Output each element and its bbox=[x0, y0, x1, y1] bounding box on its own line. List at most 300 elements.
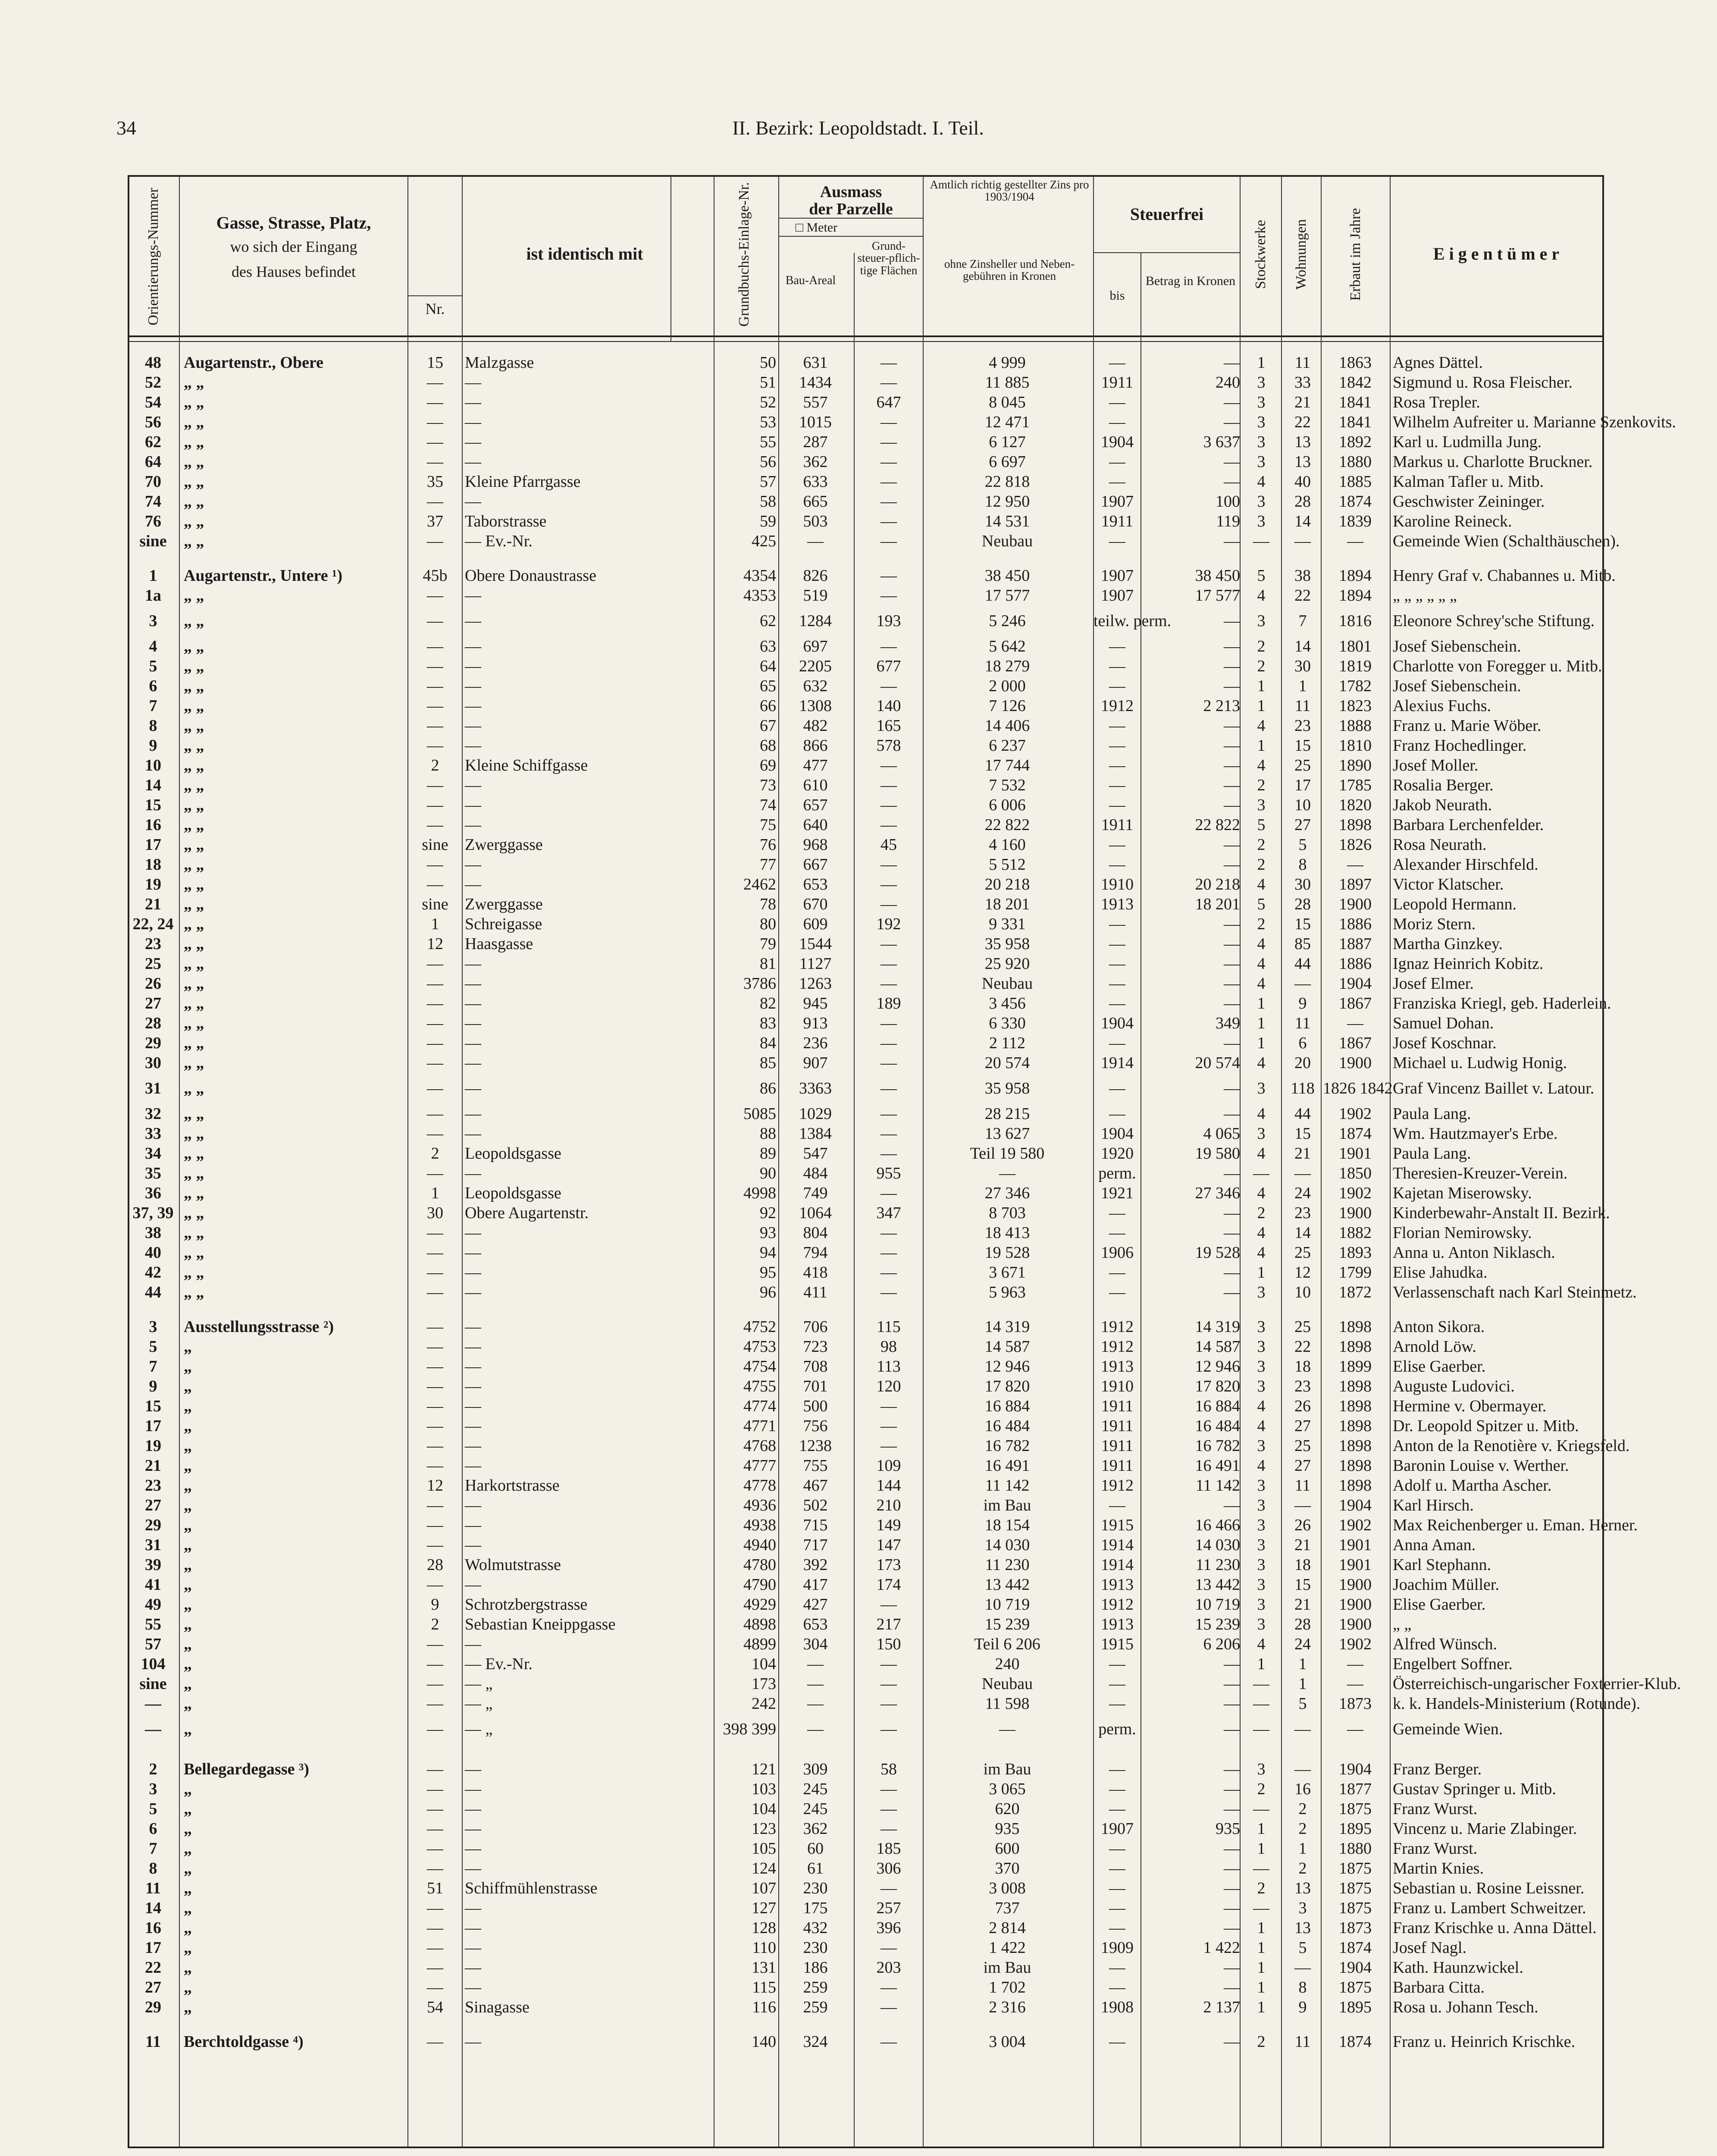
table-row bbox=[128, 1436, 1630, 1456]
grundbuch-nr: 173 bbox=[752, 1675, 776, 1693]
grundbuch-nr: 4755 bbox=[743, 1377, 776, 1395]
wohnungen: 23 bbox=[1294, 717, 1311, 735]
steuerpflichtige-flaeche: — bbox=[880, 1998, 897, 2016]
bauareal: 309 bbox=[803, 1760, 828, 1778]
steuerfrei-betrag: — bbox=[1224, 1760, 1240, 1778]
stockwerke: 5 bbox=[1257, 816, 1266, 834]
steuerpflichtige-flaeche: — bbox=[880, 975, 897, 993]
ident-nr: sine bbox=[422, 895, 448, 913]
steuerfrei-bis: 1907 bbox=[1101, 492, 1134, 511]
header-nr: Nr. bbox=[425, 300, 445, 317]
ident-street: — bbox=[465, 1800, 481, 1818]
bauareal: 653 bbox=[803, 1615, 828, 1633]
orientierung-nr: 33 bbox=[145, 1125, 161, 1143]
table-row bbox=[128, 1456, 1604, 1476]
ident-nr: — bbox=[427, 1859, 443, 1877]
table-row bbox=[128, 1376, 1604, 1396]
erbaut-jahr: 1904 bbox=[1339, 1496, 1372, 1514]
bauareal: 245 bbox=[803, 1800, 828, 1818]
eigentuemer: Vincenz u. Marie Zlabinger. bbox=[1393, 1820, 1577, 1838]
wohnungen: 40 bbox=[1294, 473, 1311, 491]
street-name: „ „ bbox=[184, 393, 204, 411]
bauareal: 826 bbox=[803, 567, 828, 585]
erbaut-jahr: 1850 bbox=[1339, 1164, 1372, 1182]
zins-kronen: 11 142 bbox=[985, 1476, 1030, 1495]
erbaut-jahr: 1841 bbox=[1339, 413, 1372, 431]
orientierung-nr: 14 bbox=[145, 776, 161, 794]
steuerpflichtige-flaeche: — bbox=[880, 1978, 897, 1996]
ident-nr: — bbox=[427, 1014, 443, 1032]
erbaut-jahr: 1895 bbox=[1339, 1820, 1372, 1838]
ident-street: — bbox=[465, 1780, 481, 1798]
zins-kronen: 14 531 bbox=[984, 512, 1030, 530]
grundbuch-nr: 4790 bbox=[743, 1576, 776, 1594]
ident-nr: — bbox=[427, 453, 443, 471]
eigentuemer: Alexius Fuchs. bbox=[1393, 697, 1491, 715]
table-row bbox=[128, 1694, 1641, 1714]
steuerpflichtige-flaeche: — bbox=[880, 373, 897, 392]
grundbuch-nr: 242 bbox=[752, 1695, 776, 1713]
eigentuemer: Josef Siebenschein. bbox=[1393, 637, 1521, 655]
stockwerke: — bbox=[1253, 1675, 1269, 1693]
wohnungen: 26 bbox=[1294, 1397, 1311, 1415]
zins-kronen: im Bau bbox=[983, 1496, 1031, 1514]
wohnungen: — bbox=[1294, 1760, 1311, 1778]
stockwerke: 4 bbox=[1257, 1184, 1266, 1202]
steuerfrei-betrag: 15 239 bbox=[1195, 1615, 1240, 1633]
ident-street: — bbox=[465, 975, 481, 993]
steuerfrei-bis: — bbox=[1109, 413, 1125, 431]
steuerpflichtige-flaeche: — bbox=[880, 1437, 897, 1455]
steuerfrei-bis: perm. bbox=[1098, 1164, 1136, 1182]
street-name: „ „ bbox=[184, 453, 204, 471]
stockwerke: 4 bbox=[1257, 1635, 1266, 1653]
steuerpflichtige-flaeche: — bbox=[880, 532, 897, 550]
bauareal: 913 bbox=[803, 1014, 828, 1032]
steuerfrei-betrag: — bbox=[1224, 677, 1240, 695]
wohnungen: 3 bbox=[1298, 1899, 1307, 1917]
steuerfrei-bis: 1907 bbox=[1101, 567, 1134, 585]
steuerfrei-bis: 1910 bbox=[1101, 1377, 1134, 1395]
orientierung-nr: 41 bbox=[145, 1576, 161, 1594]
orientierung-nr: 5 bbox=[149, 1800, 157, 1818]
ident-street: Kleine Pfarrgasse bbox=[465, 473, 581, 491]
erbaut-jahr: 1885 bbox=[1339, 473, 1372, 491]
ident-nr: 1 bbox=[431, 915, 439, 933]
erbaut-jahr: 1901 bbox=[1339, 1144, 1372, 1163]
steuerpflichtige-flaeche: 203 bbox=[876, 1959, 901, 1977]
eigentuemer: Auguste Ludovici. bbox=[1393, 1377, 1515, 1395]
zins-kronen: 14 406 bbox=[984, 717, 1030, 735]
stockwerke: 3 bbox=[1257, 453, 1266, 471]
header-grundbuch: Grundbuchs-Einlage-Nr. bbox=[736, 182, 752, 327]
erbaut-jahr: 1892 bbox=[1339, 433, 1372, 451]
bauareal: 3363 bbox=[799, 1079, 832, 1097]
street-name: „ „ bbox=[184, 1079, 204, 1097]
page-number: 34 bbox=[116, 117, 136, 139]
ident-street: — bbox=[465, 875, 481, 893]
zins-kronen: 4 160 bbox=[989, 836, 1026, 854]
steuerpflichtige-flaeche: — bbox=[880, 1014, 897, 1032]
stockwerke: 3 bbox=[1257, 1595, 1266, 1614]
table-row bbox=[128, 2032, 1604, 2052]
eigentuemer: Franz Berger. bbox=[1393, 1760, 1482, 1778]
ident-street: — bbox=[465, 637, 481, 655]
street-name: „ „ bbox=[184, 836, 204, 854]
ident-street: — bbox=[465, 856, 481, 874]
grundbuch-nr: 116 bbox=[752, 1998, 776, 2016]
grundbuch-nr: 131 bbox=[752, 1959, 776, 1977]
zins-kronen: 737 bbox=[995, 1899, 1020, 1917]
eigentuemer: Franz Hochedlinger. bbox=[1393, 736, 1527, 755]
zins-kronen: 18 201 bbox=[984, 895, 1030, 913]
street-name: „ bbox=[184, 1457, 192, 1475]
orientierung-nr: 21 bbox=[145, 895, 161, 913]
wohnungen: 7 bbox=[1298, 612, 1307, 630]
steuerfrei-betrag: — bbox=[1224, 413, 1240, 431]
ident-street: — bbox=[465, 1417, 481, 1435]
steuerpflichtige-flaeche: — bbox=[880, 875, 897, 893]
wohnungen: 15 bbox=[1294, 736, 1311, 755]
zins-kronen: 7 532 bbox=[989, 776, 1026, 794]
stockwerke: 3 bbox=[1257, 1338, 1266, 1356]
steuerfrei-bis: — bbox=[1109, 736, 1125, 755]
erbaut-jahr: 1901 bbox=[1339, 1536, 1372, 1554]
bauareal: 477 bbox=[803, 756, 828, 774]
erbaut-jahr: 1898 bbox=[1339, 1397, 1372, 1415]
ident-street: — bbox=[465, 1760, 481, 1778]
wohnungen: 14 bbox=[1294, 637, 1311, 655]
steuerfrei-betrag: 13 442 bbox=[1195, 1576, 1240, 1594]
stockwerke: 4 bbox=[1257, 975, 1266, 993]
steuerfrei-betrag: — bbox=[1224, 1899, 1240, 1917]
street-name: „ „ bbox=[184, 756, 204, 774]
steuerfrei-bis: — bbox=[1109, 1978, 1125, 1996]
steuerfrei-betrag: — bbox=[1224, 736, 1240, 755]
bauareal: 1029 bbox=[799, 1105, 832, 1123]
ident-street: — Ev.-Nr. bbox=[465, 532, 533, 550]
wohnungen: 20 bbox=[1294, 1054, 1311, 1072]
bauareal: 557 bbox=[803, 393, 828, 411]
wohnungen: 5 bbox=[1298, 1695, 1307, 1713]
eigentuemer: Geschwister Zeininger. bbox=[1393, 492, 1545, 511]
street-name: „ bbox=[184, 1576, 192, 1594]
zins-kronen: 600 bbox=[995, 1839, 1020, 1858]
street-name: Augartenstr., Untere ¹) bbox=[184, 567, 343, 585]
grundbuch-nr: 425 bbox=[752, 532, 776, 550]
steuerfrei-betrag: 19 580 bbox=[1195, 1144, 1240, 1163]
eigentuemer: Karl Stephann. bbox=[1393, 1556, 1491, 1574]
steuerfrei-betrag: — bbox=[1224, 1978, 1240, 1996]
grundbuch-nr: 64 bbox=[760, 657, 776, 675]
ident-nr: — bbox=[427, 1105, 443, 1123]
erbaut-jahr: 1900 bbox=[1339, 1054, 1372, 1072]
eigentuemer: Kajetan Miserowsky. bbox=[1393, 1184, 1532, 1202]
eigentuemer: Karoline Reineck. bbox=[1393, 512, 1512, 530]
grundbuch-nr: 77 bbox=[760, 856, 776, 874]
stockwerke: 1 bbox=[1257, 1839, 1266, 1858]
ident-nr: — bbox=[427, 1576, 443, 1594]
ident-street: — bbox=[465, 373, 481, 392]
ident-street: — bbox=[465, 1899, 481, 1917]
street-name: „ „ bbox=[184, 1125, 204, 1143]
wohnungen: 44 bbox=[1294, 1105, 1311, 1123]
bauareal: 1544 bbox=[799, 935, 832, 953]
zins-kronen: 3 065 bbox=[989, 1780, 1026, 1798]
ident-nr: — bbox=[427, 717, 443, 735]
zins-kronen: 18 413 bbox=[984, 1224, 1030, 1242]
wohnungen: 24 bbox=[1294, 1184, 1311, 1202]
table-row bbox=[128, 1357, 1604, 1376]
bauareal: 670 bbox=[803, 895, 828, 913]
stockwerke: 3 bbox=[1257, 1079, 1266, 1097]
grundbuch-nr: 55 bbox=[760, 433, 776, 451]
erbaut-jahr: 1816 bbox=[1339, 612, 1372, 630]
stockwerke: 3 bbox=[1257, 373, 1266, 392]
steuerfrei-betrag: 4 065 bbox=[1203, 1125, 1240, 1143]
street-name: Augartenstr., Obere bbox=[184, 354, 324, 372]
steuerpflichtige-flaeche: — bbox=[880, 512, 897, 530]
ident-nr: — bbox=[427, 736, 443, 755]
stockwerke: 3 bbox=[1257, 1318, 1266, 1336]
orientierung-nr: 15 bbox=[145, 1397, 161, 1415]
header-parzelle: der Parzelle bbox=[809, 200, 893, 218]
wohnungen: 13 bbox=[1294, 1919, 1311, 1937]
steuerfrei-bis: 1915 bbox=[1101, 1516, 1134, 1534]
table-row bbox=[128, 835, 1604, 855]
table-row bbox=[128, 511, 1604, 531]
stockwerke: 1 bbox=[1257, 1978, 1266, 1996]
eigentuemer: Alfred Wünsch. bbox=[1393, 1635, 1498, 1653]
ident-street: — bbox=[465, 796, 481, 814]
ident-street: — bbox=[465, 1034, 481, 1052]
ident-street: Sebastian Kneippgasse bbox=[465, 1615, 616, 1633]
steuerpflichtige-flaeche: 58 bbox=[880, 1760, 897, 1778]
steuerfrei-bis: — bbox=[1109, 796, 1125, 814]
steuerfrei-betrag: — bbox=[1224, 1720, 1240, 1738]
erbaut-jahr: 1898 bbox=[1339, 1318, 1372, 1336]
erbaut-jahr: 1898 bbox=[1339, 816, 1372, 834]
eigentuemer: Leopold Hermann. bbox=[1393, 895, 1517, 913]
steuerpflichtige-flaeche: 210 bbox=[876, 1496, 901, 1514]
zins-kronen: 27 346 bbox=[984, 1184, 1030, 1202]
orientierung-nr: 6 bbox=[149, 1820, 157, 1838]
table-row bbox=[128, 954, 1604, 974]
steuerfrei-bis: — bbox=[1109, 1780, 1125, 1798]
grundbuch-nr: 83 bbox=[760, 1014, 776, 1032]
zins-kronen: 12 471 bbox=[984, 413, 1030, 431]
zins-kronen: 370 bbox=[995, 1859, 1020, 1877]
steuerfrei-betrag: — bbox=[1224, 532, 1240, 550]
steuerpflichtige-flaeche: — bbox=[880, 1939, 897, 1957]
steuerfrei-bis: — bbox=[1109, 1496, 1125, 1514]
stockwerke: 1 bbox=[1257, 1959, 1266, 1977]
ident-nr: 2 bbox=[431, 1144, 439, 1163]
steuerpflichtige-flaeche: 578 bbox=[876, 736, 901, 755]
eigentuemer: Gustav Springer u. Mitb. bbox=[1393, 1780, 1556, 1798]
steuerfrei-betrag: 2 213 bbox=[1203, 697, 1240, 715]
erbaut-jahr: 1904 bbox=[1339, 1959, 1372, 1977]
steuerfrei-betrag: — bbox=[1224, 354, 1240, 372]
steuerpflichtige-flaeche: 647 bbox=[876, 393, 901, 411]
ident-nr: — bbox=[427, 816, 443, 834]
grundbuch-nr: 104 bbox=[752, 1800, 776, 1818]
bauareal: 665 bbox=[803, 492, 828, 511]
ident-nr: 2 bbox=[431, 1615, 439, 1633]
erbaut-jahr: 1841 bbox=[1339, 393, 1372, 411]
steuerfrei-betrag: 14 319 bbox=[1195, 1318, 1240, 1336]
table-row bbox=[128, 894, 1604, 914]
grundbuch-nr: 51 bbox=[760, 373, 776, 392]
ident-nr: — bbox=[427, 1675, 443, 1693]
stockwerke: 4 bbox=[1257, 1105, 1266, 1123]
eigentuemer: Kalman Tafler u. Mitb. bbox=[1393, 473, 1544, 491]
steuerfrei-betrag: — bbox=[1224, 1283, 1240, 1301]
erbaut-jahr: 1826 bbox=[1339, 836, 1372, 854]
steuerpflichtige-flaeche: — bbox=[880, 1125, 897, 1143]
steuerfrei-bis: — bbox=[1109, 1204, 1125, 1222]
grundbuch-nr: 82 bbox=[760, 994, 776, 1012]
eigentuemer: Anton de la Renotière v. Kriegsfeld. bbox=[1393, 1437, 1630, 1455]
erbaut-jahr: 1842 bbox=[1339, 373, 1372, 392]
eigentuemer: Dr. Leopold Spitzer u. Mitb. bbox=[1393, 1417, 1579, 1435]
steuerfrei-bis: 1912 bbox=[1101, 697, 1134, 715]
steuerpflichtige-flaeche: 396 bbox=[876, 1919, 901, 1937]
street-name: „ „ bbox=[184, 492, 204, 511]
ident-street: — Ev.-Nr. bbox=[465, 1655, 533, 1673]
bauareal: 259 bbox=[803, 1998, 828, 2016]
street-name: „ bbox=[184, 1879, 192, 1897]
steuerfrei-betrag: 11 142 bbox=[1195, 1476, 1240, 1495]
ident-street: — bbox=[465, 1054, 481, 1072]
street-name: „ bbox=[184, 1899, 192, 1917]
orientierung-nr: 64 bbox=[145, 453, 161, 471]
stockwerke: 3 bbox=[1257, 433, 1266, 451]
table-row bbox=[128, 815, 1604, 835]
stockwerke: 4 bbox=[1257, 1224, 1266, 1242]
steuerpflichtige-flaeche: — bbox=[880, 413, 897, 431]
table-row bbox=[128, 874, 1604, 894]
stockwerke: 2 bbox=[1257, 915, 1266, 933]
ident-street: — bbox=[465, 1244, 481, 1262]
eigentuemer: Verlassenschaft nach Karl Steinmetz. bbox=[1393, 1283, 1637, 1301]
zins-kronen: 17 577 bbox=[984, 586, 1030, 605]
steuerpflichtige-flaeche: 217 bbox=[876, 1615, 901, 1633]
zins-kronen: 11 598 bbox=[985, 1695, 1030, 1713]
bauareal: 362 bbox=[803, 1820, 828, 1838]
street-name: Ausstellungsstrasse ²) bbox=[184, 1318, 334, 1336]
table-row bbox=[128, 373, 1604, 392]
orientierung-nr: 26 bbox=[145, 975, 161, 993]
table-row bbox=[128, 1997, 1604, 2017]
erbaut-jahr: 1819 bbox=[1339, 657, 1372, 675]
street-name: „ „ bbox=[184, 657, 204, 675]
street-name: „ „ bbox=[184, 697, 204, 715]
stockwerke: 3 bbox=[1257, 1437, 1266, 1455]
grundbuch-nr: 96 bbox=[760, 1283, 776, 1301]
header-ausmass: Ausmass bbox=[820, 183, 882, 201]
erbaut-jahr: 1874 bbox=[1339, 492, 1372, 511]
wohnungen: 13 bbox=[1294, 1879, 1311, 1897]
bauareal: 418 bbox=[803, 1263, 828, 1282]
ident-street: — bbox=[465, 1496, 481, 1514]
erbaut-jahr: — bbox=[1347, 1720, 1363, 1738]
ident-street: — bbox=[465, 1576, 481, 1594]
ident-street: — bbox=[465, 612, 481, 630]
zins-kronen: 25 920 bbox=[984, 955, 1030, 973]
steuerpflichtige-flaeche: — bbox=[880, 1675, 897, 1693]
table-row bbox=[128, 605, 1604, 636]
grundbuch-nr: 110 bbox=[752, 1939, 776, 1957]
orientierung-nr: 21 bbox=[145, 1457, 161, 1475]
wohnungen: 21 bbox=[1294, 1144, 1311, 1163]
steuerfrei-bis: — bbox=[1109, 393, 1125, 411]
eigentuemer: Baronin Louise v. Werther. bbox=[1393, 1457, 1569, 1475]
eigentuemer: Rosalia Berger. bbox=[1393, 776, 1494, 794]
wohnungen: 5 bbox=[1298, 836, 1307, 854]
erbaut-jahr: 1886 bbox=[1339, 915, 1372, 933]
wohnungen: 30 bbox=[1294, 875, 1311, 893]
wohnungen: — bbox=[1294, 1720, 1311, 1738]
table-row bbox=[128, 1674, 1681, 1694]
grundbuch-nr: 67 bbox=[760, 717, 776, 735]
eigentuemer: Josef Siebenschein. bbox=[1393, 677, 1521, 695]
stockwerke: 4 bbox=[1257, 586, 1266, 605]
steuerpflichtige-flaeche: 257 bbox=[876, 1899, 901, 1917]
eigentuemer: Anna Aman. bbox=[1393, 1536, 1476, 1554]
eigentuemer: Kath. Haunzwickel. bbox=[1393, 1959, 1523, 1977]
bauareal: 640 bbox=[803, 816, 828, 834]
erbaut-jahr: 1875 bbox=[1339, 1978, 1372, 1996]
table-row bbox=[128, 1938, 1604, 1958]
steuerfrei-betrag: — bbox=[1224, 1655, 1240, 1673]
table-row bbox=[128, 1714, 1604, 1745]
grundbuch-nr: 4938 bbox=[743, 1516, 776, 1534]
street-name: „ „ bbox=[184, 955, 204, 973]
table-row bbox=[128, 472, 1604, 492]
ident-nr: — bbox=[427, 373, 443, 392]
wohnungen: 21 bbox=[1294, 1536, 1311, 1554]
bauareal: 417 bbox=[803, 1576, 828, 1594]
table-row bbox=[128, 432, 1604, 452]
erbaut-jahr: 1875 bbox=[1339, 1859, 1372, 1877]
street-name: „ „ bbox=[184, 1014, 204, 1032]
wohnungen: 1 bbox=[1298, 1675, 1307, 1693]
zins-kronen: 14 587 bbox=[984, 1338, 1030, 1356]
erbaut-jahr: 1898 bbox=[1339, 1377, 1372, 1395]
grundbuch-nr: 63 bbox=[760, 637, 776, 655]
orientierung-nr: 55 bbox=[145, 1615, 161, 1633]
table-row bbox=[128, 1263, 1604, 1282]
wohnungen: 14 bbox=[1294, 1224, 1311, 1242]
erbaut-jahr: — bbox=[1347, 532, 1363, 550]
steuerfrei-bis: — bbox=[1109, 354, 1125, 372]
steuerfrei-bis: — bbox=[1109, 955, 1125, 973]
stockwerke: 2 bbox=[1257, 657, 1266, 675]
zins-kronen: 2 112 bbox=[989, 1034, 1026, 1052]
eigentuemer: Barbara Lerchenfelder. bbox=[1393, 816, 1544, 834]
ident-nr: — bbox=[427, 1496, 443, 1514]
wohnungen: — bbox=[1294, 1959, 1311, 1977]
steuerfrei-betrag: 16 491 bbox=[1195, 1457, 1240, 1475]
steuerpflichtige-flaeche: — bbox=[880, 2033, 897, 2051]
eigentuemer: Österreichisch-ungarischer Foxterrier-Klub. bbox=[1393, 1675, 1681, 1693]
wohnungen: — bbox=[1294, 1164, 1311, 1182]
ident-nr: — bbox=[427, 677, 443, 695]
bauareal: 866 bbox=[803, 736, 828, 755]
street-name: „ bbox=[184, 1338, 192, 1356]
ident-nr: — bbox=[427, 1224, 443, 1242]
